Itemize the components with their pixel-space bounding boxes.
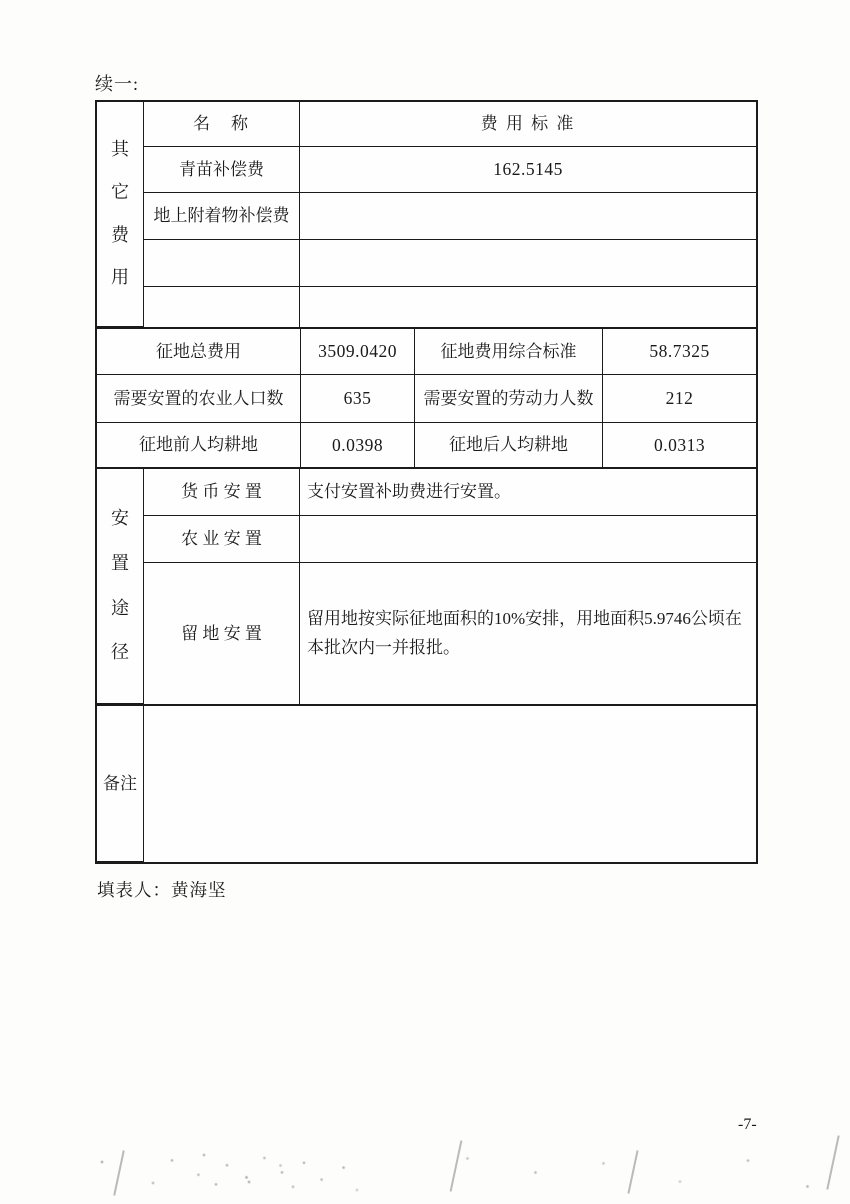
column-header-name: 名 称 — [144, 102, 300, 147]
remarks-label: 备注 — [97, 706, 144, 862]
scan-speckle-cluster — [150, 1146, 370, 1194]
section-resettlement — [97, 467, 756, 704]
resettlement-type-label: 货 币 安 置 — [144, 469, 300, 516]
form-filler-name: 填表人：黄海坚 — [97, 880, 227, 900]
summary-label: 征地总费用 — [97, 329, 301, 375]
summary-value: 0.0313 — [653, 434, 706, 455]
resettlement-content — [300, 516, 756, 563]
summary-value: 0.0398 — [301, 423, 415, 467]
resettlement-content — [300, 563, 756, 704]
summary-label: 征地后人均耕地 — [415, 423, 603, 467]
resettlement-type-label: 留 地 安 置 — [144, 563, 300, 704]
fee-row-name — [144, 287, 300, 327]
fee-row-value — [300, 240, 756, 287]
summary-label: 需要安置的劳动力人数 — [415, 375, 603, 423]
summary-value: 3509.0420 — [301, 329, 415, 375]
band-char: 安 — [111, 508, 129, 529]
remarks-content — [144, 706, 756, 862]
other-fees-band-label — [97, 102, 144, 327]
summary-value: 58.7325 — [603, 329, 756, 375]
band-char: 置 — [111, 553, 129, 574]
band-char: 它 — [111, 182, 129, 203]
fee-row-value — [300, 193, 756, 240]
resettlement-band-label — [97, 469, 144, 704]
fee-row-value — [300, 287, 756, 327]
summary-label: 征地前人均耕地 — [97, 423, 301, 467]
resettlement-type-label: 农 业 安 置 — [144, 516, 300, 563]
scan-noise-strip — [0, 1134, 850, 1204]
resettlement-content: 支付安置补助费进行安置。 — [300, 469, 756, 516]
continuation-label: 续一: — [95, 74, 140, 94]
land-acquisition-form-table — [95, 100, 758, 864]
summary-label: 征地费用综合标准 — [415, 329, 603, 375]
section-remarks — [97, 704, 756, 862]
band-char: 其 — [111, 139, 129, 160]
resettlement-content-text: 留用地按实际征地面积的10%安排，用地面积5.9746公顷在本批次内一并报批。 — [307, 609, 742, 657]
column-header-fee-standard: 费 用 标 准 — [300, 102, 756, 147]
section-summary — [97, 327, 756, 467]
band-char: 径 — [111, 642, 129, 663]
section-other-fees — [97, 102, 756, 327]
band-char: 途 — [111, 597, 129, 618]
fee-row-value: 162.5145 — [300, 147, 756, 193]
band-char: 用 — [111, 267, 129, 288]
summary-value: 635 — [301, 375, 415, 423]
page-number: -7- — [738, 1116, 757, 1133]
fee-row-name: 地上附着物补偿费 — [144, 193, 300, 240]
fee-row-name — [144, 240, 300, 287]
fee-row-name: 青苗补偿费 — [144, 147, 300, 193]
summary-value: 212 — [603, 375, 756, 423]
summary-label: 需要安置的农业人口数 — [97, 375, 301, 423]
band-char: 费 — [111, 224, 129, 245]
